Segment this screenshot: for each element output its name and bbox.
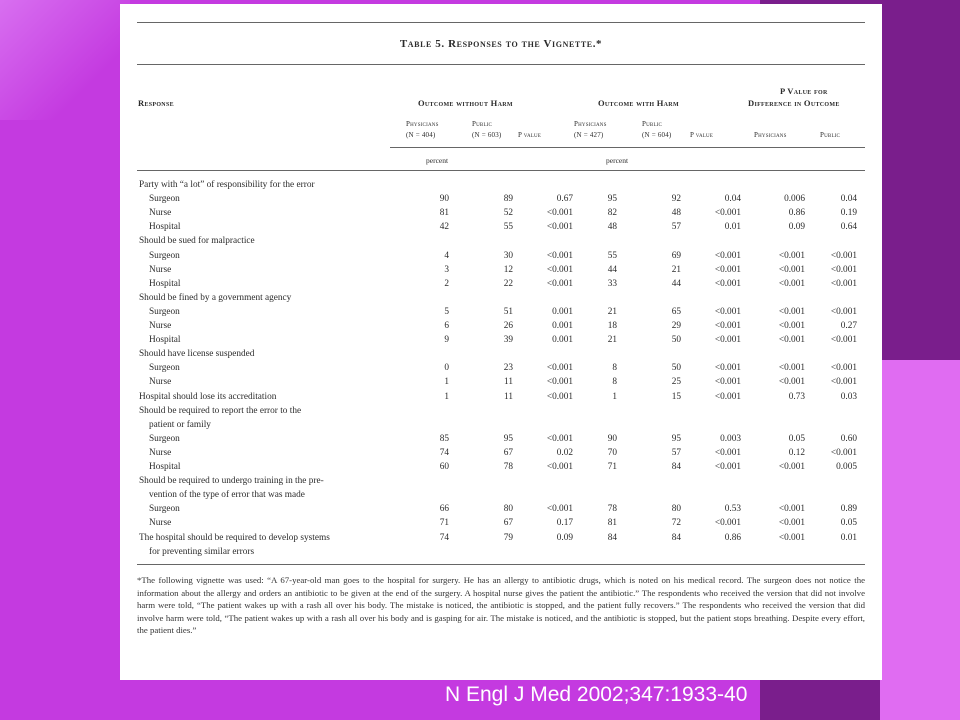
row-value: 0.09 bbox=[556, 532, 573, 543]
table-row bbox=[137, 263, 865, 277]
footnote-rule bbox=[137, 564, 865, 565]
row-value: 0.73 bbox=[788, 391, 805, 402]
row-value: 52 bbox=[503, 208, 513, 219]
table-row bbox=[137, 418, 865, 432]
table-row bbox=[137, 234, 865, 248]
row-value: 48 bbox=[607, 222, 617, 233]
row-value: 0.86 bbox=[788, 208, 805, 219]
row-label: Nurse bbox=[149, 377, 172, 388]
row-value: <0.001 bbox=[778, 321, 805, 331]
row-value: <0.001 bbox=[830, 278, 857, 289]
table-row bbox=[137, 390, 865, 404]
row-value: 67 bbox=[503, 518, 513, 529]
row-value: 84 bbox=[607, 532, 617, 543]
table-row bbox=[137, 460, 865, 474]
row-value: 66 bbox=[439, 504, 449, 515]
row-value: 21 bbox=[607, 335, 617, 346]
row-value: <0.001 bbox=[830, 264, 857, 275]
row-value: 18 bbox=[607, 321, 617, 331]
row-value: 81 bbox=[607, 518, 617, 529]
row-value: 50 bbox=[671, 335, 681, 346]
row-value: 21 bbox=[607, 306, 617, 317]
row-value: <0.001 bbox=[830, 363, 857, 374]
row-value: <0.001 bbox=[714, 278, 741, 289]
subheader-physicians-noharm: Physicians bbox=[406, 120, 439, 128]
row-value: 2 bbox=[444, 278, 449, 289]
header-bottom-rule bbox=[137, 170, 865, 171]
header-no-harm: Outcome without Harm bbox=[418, 98, 513, 108]
row-value: 55 bbox=[503, 222, 513, 233]
row-value: 0.53 bbox=[724, 504, 741, 515]
table-row bbox=[137, 277, 865, 291]
row-value: 0.86 bbox=[724, 532, 741, 543]
header-p-diff-line2: Difference in Outcome bbox=[748, 98, 840, 108]
row-value: <0.001 bbox=[546, 462, 573, 472]
row-label: Should be sued for malpractice bbox=[139, 236, 255, 247]
subheader-public-noharm: Public bbox=[472, 120, 493, 128]
citation: N Engl J Med 2002;347:1933-40 bbox=[445, 683, 748, 706]
row-value: 95 bbox=[671, 433, 681, 444]
row-value: 78 bbox=[503, 462, 513, 472]
row-value: 42 bbox=[439, 222, 449, 233]
row-value: 89 bbox=[503, 194, 513, 205]
row-value: 65 bbox=[671, 306, 681, 317]
row-value: <0.001 bbox=[830, 335, 857, 346]
table-row bbox=[137, 375, 865, 389]
row-value: <0.001 bbox=[778, 462, 805, 472]
table-row bbox=[137, 192, 865, 206]
row-label: Party with “a lot” of responsibility for the error bbox=[139, 180, 315, 190]
row-label: Surgeon bbox=[149, 433, 180, 444]
row-value: 0.17 bbox=[556, 518, 573, 529]
row-value: 85 bbox=[439, 433, 449, 444]
table-title: Table 5. Responses to the Vignette.* bbox=[399, 38, 603, 50]
row-value: <0.001 bbox=[830, 250, 857, 261]
subheader-public-harm: Public bbox=[642, 120, 663, 128]
table-row bbox=[137, 291, 865, 305]
background-light-block bbox=[880, 360, 960, 720]
table-row bbox=[137, 404, 865, 418]
row-value: 79 bbox=[503, 532, 513, 543]
row-value: <0.001 bbox=[546, 391, 573, 402]
row-value: 11 bbox=[504, 377, 513, 388]
row-value: <0.001 bbox=[546, 208, 573, 219]
row-label: Nurse bbox=[149, 264, 172, 275]
row-value: <0.001 bbox=[546, 222, 573, 233]
row-label: Nurse bbox=[149, 518, 172, 529]
subheader-public-diff: Public bbox=[820, 131, 841, 139]
row-value: 0.03 bbox=[840, 391, 857, 402]
row-value: <0.001 bbox=[830, 306, 857, 317]
row-value: <0.001 bbox=[714, 377, 741, 388]
row-value: 74 bbox=[439, 532, 449, 543]
row-value: 44 bbox=[607, 264, 617, 275]
row-value: <0.001 bbox=[778, 532, 805, 543]
row-value: 6 bbox=[444, 321, 449, 331]
row-value: <0.001 bbox=[546, 264, 573, 275]
row-value: 69 bbox=[671, 250, 681, 261]
subheader-p-value-harm: P value bbox=[690, 131, 714, 139]
row-label: Hospital bbox=[149, 462, 181, 472]
row-label: The hospital should be required to develop systems bbox=[139, 532, 330, 543]
row-label: Surgeon bbox=[149, 504, 180, 515]
row-value: <0.001 bbox=[778, 306, 805, 317]
row-value: 12 bbox=[503, 264, 513, 275]
subheader-n-pub-harm: (N = 604) bbox=[642, 131, 672, 139]
row-value: <0.001 bbox=[546, 363, 573, 374]
table-row bbox=[137, 474, 865, 488]
row-value: 0.05 bbox=[788, 433, 805, 444]
row-value: <0.001 bbox=[714, 208, 741, 219]
row-value: 92 bbox=[671, 194, 681, 205]
row-label: Surgeon bbox=[149, 194, 180, 205]
table-row bbox=[137, 545, 865, 559]
top-rule bbox=[137, 22, 865, 23]
row-value: <0.001 bbox=[714, 363, 741, 374]
row-value: 33 bbox=[607, 278, 617, 289]
row-label: Nurse bbox=[149, 447, 172, 458]
row-value: 57 bbox=[671, 447, 681, 458]
table-row bbox=[137, 531, 865, 545]
unit-percent-harm: percent bbox=[606, 156, 629, 165]
row-value: 74 bbox=[439, 447, 449, 458]
row-value: 78 bbox=[607, 504, 617, 515]
subheader-rule bbox=[390, 147, 865, 148]
row-value: <0.001 bbox=[714, 462, 741, 472]
row-value: <0.001 bbox=[778, 363, 805, 374]
row-value: 51 bbox=[503, 306, 513, 317]
row-value: 70 bbox=[607, 447, 617, 458]
row-value: 8 bbox=[612, 377, 617, 388]
row-value: <0.001 bbox=[778, 518, 805, 529]
row-value: 11 bbox=[504, 391, 513, 402]
row-value: 57 bbox=[671, 222, 681, 233]
row-value: <0.001 bbox=[778, 250, 805, 261]
row-value: <0.001 bbox=[714, 306, 741, 317]
table-row bbox=[137, 249, 865, 263]
table-row bbox=[137, 502, 865, 516]
row-value: 5 bbox=[444, 306, 449, 317]
subheader-n-phys-harm: (N = 427) bbox=[574, 131, 604, 139]
table-row bbox=[137, 488, 865, 502]
table-row bbox=[137, 347, 865, 361]
row-label: Should be required to undergo training in the pre- bbox=[139, 476, 324, 487]
row-value: 90 bbox=[439, 194, 449, 205]
table-row bbox=[137, 361, 865, 375]
row-value: <0.001 bbox=[546, 377, 573, 388]
row-label: Should be fined by a government agency bbox=[139, 292, 292, 303]
table-row bbox=[137, 516, 865, 530]
row-value: 23 bbox=[503, 363, 513, 374]
row-value: 0.60 bbox=[840, 433, 857, 444]
row-value: 30 bbox=[503, 250, 513, 261]
row-value: 0.27 bbox=[840, 321, 857, 331]
row-value: <0.001 bbox=[714, 518, 741, 529]
row-value: <0.001 bbox=[546, 433, 573, 444]
header-response: Response bbox=[138, 98, 174, 108]
table-row bbox=[137, 333, 865, 347]
row-value: <0.001 bbox=[778, 335, 805, 346]
row-value: 1 bbox=[444, 391, 449, 402]
row-value: 0.09 bbox=[788, 222, 805, 233]
table-scan bbox=[120, 4, 882, 680]
row-label: Hospital bbox=[149, 222, 181, 233]
row-value: 0.04 bbox=[840, 194, 857, 205]
row-value: 72 bbox=[671, 518, 681, 529]
row-value: 0.001 bbox=[552, 306, 573, 317]
row-value: 39 bbox=[503, 335, 513, 346]
row-value: <0.001 bbox=[714, 250, 741, 261]
row-value: 95 bbox=[607, 194, 617, 205]
row-value: <0.001 bbox=[714, 447, 741, 458]
row-value: 26 bbox=[503, 321, 513, 331]
subheader-p-value-noharm: P value bbox=[518, 131, 542, 139]
row-value: 8 bbox=[612, 363, 617, 374]
row-label: vention of the type of error that was made bbox=[149, 490, 305, 501]
row-value: 81 bbox=[439, 208, 449, 219]
row-label: Surgeon bbox=[149, 363, 180, 374]
header-with-harm: Outcome with Harm bbox=[598, 98, 679, 108]
row-value: 0.02 bbox=[556, 447, 573, 458]
row-value: <0.001 bbox=[714, 335, 741, 346]
table-row bbox=[137, 432, 865, 446]
row-value: 48 bbox=[671, 208, 681, 219]
row-value: 4 bbox=[444, 250, 449, 261]
row-value: 95 bbox=[503, 433, 513, 444]
row-value: 84 bbox=[671, 462, 681, 472]
row-value: <0.001 bbox=[546, 504, 573, 515]
row-label: Nurse bbox=[149, 321, 172, 331]
row-label: Should have license suspended bbox=[139, 349, 255, 360]
row-value: 0.005 bbox=[836, 462, 857, 472]
title-rule bbox=[137, 64, 865, 65]
unit-percent-noharm: percent bbox=[426, 156, 449, 165]
header-p-diff-line1: P Value for bbox=[780, 86, 828, 96]
subheader-n-pub-noharm: (N = 603) bbox=[472, 131, 502, 139]
row-value: 55 bbox=[607, 250, 617, 261]
row-value: 82 bbox=[607, 208, 617, 219]
row-value: <0.001 bbox=[778, 504, 805, 515]
row-value: 0.19 bbox=[840, 208, 857, 219]
row-label: Hospital bbox=[149, 278, 181, 289]
row-value: 1 bbox=[612, 391, 617, 402]
row-value: 3 bbox=[444, 264, 449, 275]
footnote: *The following vignette was used: “A 67-year-old man goes to the hospital for surgery. He has an allergy to antibiotic drugs, which is noted on his medical record. The surgeon does not notice the information about the allergy and orders an antibiotic to be given at the end of the surgery. A hospital nurse gives the patient the antibiotic.” The respondents who received the version that did not involve harm were told, “The patient wakes up with a rash all over his body. The mistake is noticed, the antibiotic is stopped, and the patient fully recovers.” The respondents who received the version that did involve harm were told, “The patient wakes up with a rash all over his body and is gasping for air. The mistake is noticed, and the antibiotic is stopped, but the patient stops breathing. Despite every effort, the patient dies.” bbox=[137, 575, 865, 636]
row-value: 0.89 bbox=[840, 504, 857, 515]
row-value: 0.67 bbox=[556, 194, 573, 205]
background-corner-gradient bbox=[0, 0, 130, 120]
row-label: Nurse bbox=[149, 208, 172, 219]
row-value: 90 bbox=[607, 433, 617, 444]
row-value: 29 bbox=[671, 321, 681, 331]
row-value: <0.001 bbox=[714, 264, 741, 275]
row-label: Should be required to report the error to the bbox=[139, 405, 302, 416]
row-value: 84 bbox=[671, 532, 681, 543]
row-value: <0.001 bbox=[830, 377, 857, 388]
table-row bbox=[137, 220, 865, 234]
row-value: <0.001 bbox=[714, 391, 741, 402]
table-row bbox=[137, 446, 865, 460]
row-value: 1 bbox=[444, 377, 449, 388]
row-value: 80 bbox=[503, 504, 513, 515]
row-value: <0.001 bbox=[830, 447, 857, 458]
row-label: patient or family bbox=[149, 419, 211, 430]
row-value: <0.001 bbox=[778, 377, 805, 388]
row-label: Surgeon bbox=[149, 250, 180, 261]
row-label: for preventing similar errors bbox=[149, 546, 255, 557]
row-value: 0.64 bbox=[840, 222, 857, 233]
row-value: 0.006 bbox=[784, 194, 805, 205]
row-value: 71 bbox=[439, 518, 449, 529]
row-value: 21 bbox=[671, 264, 681, 275]
row-value: 0.12 bbox=[788, 447, 805, 458]
row-value: 0.001 bbox=[552, 335, 573, 346]
row-value: <0.001 bbox=[546, 250, 573, 261]
row-value: 50 bbox=[671, 363, 681, 374]
row-value: 0.001 bbox=[552, 321, 573, 331]
row-label: Hospital bbox=[149, 335, 181, 346]
row-value: 71 bbox=[607, 462, 617, 472]
table-row bbox=[137, 178, 865, 192]
table-row bbox=[137, 305, 865, 319]
row-value: 0.003 bbox=[720, 433, 741, 444]
row-value: 9 bbox=[444, 335, 449, 346]
table-row bbox=[137, 206, 865, 220]
subheader-n-phys-noharm: (N = 404) bbox=[406, 131, 436, 139]
row-value: 60 bbox=[439, 462, 449, 472]
row-value: 0.01 bbox=[840, 532, 857, 543]
row-value: 67 bbox=[503, 447, 513, 458]
row-value: <0.001 bbox=[778, 278, 805, 289]
row-value: 80 bbox=[671, 504, 681, 515]
row-value: 25 bbox=[671, 377, 681, 388]
row-value: 0.04 bbox=[724, 194, 741, 205]
row-value: 15 bbox=[671, 391, 681, 402]
row-value: <0.001 bbox=[778, 264, 805, 275]
row-label: Surgeon bbox=[149, 306, 180, 317]
row-label: Hospital should lose its accreditation bbox=[139, 391, 277, 402]
row-value: 44 bbox=[671, 278, 681, 289]
row-value: 0 bbox=[444, 363, 449, 374]
row-value: <0.001 bbox=[714, 321, 741, 331]
row-value: 0.05 bbox=[840, 518, 857, 529]
row-value: 22 bbox=[503, 278, 513, 289]
subheader-physicians-harm: Physicians bbox=[574, 120, 607, 128]
subheader-physicians-diff: Physicians bbox=[754, 131, 787, 139]
row-value: <0.001 bbox=[546, 278, 573, 289]
table-row bbox=[137, 319, 865, 333]
row-value: 0.01 bbox=[724, 222, 741, 233]
